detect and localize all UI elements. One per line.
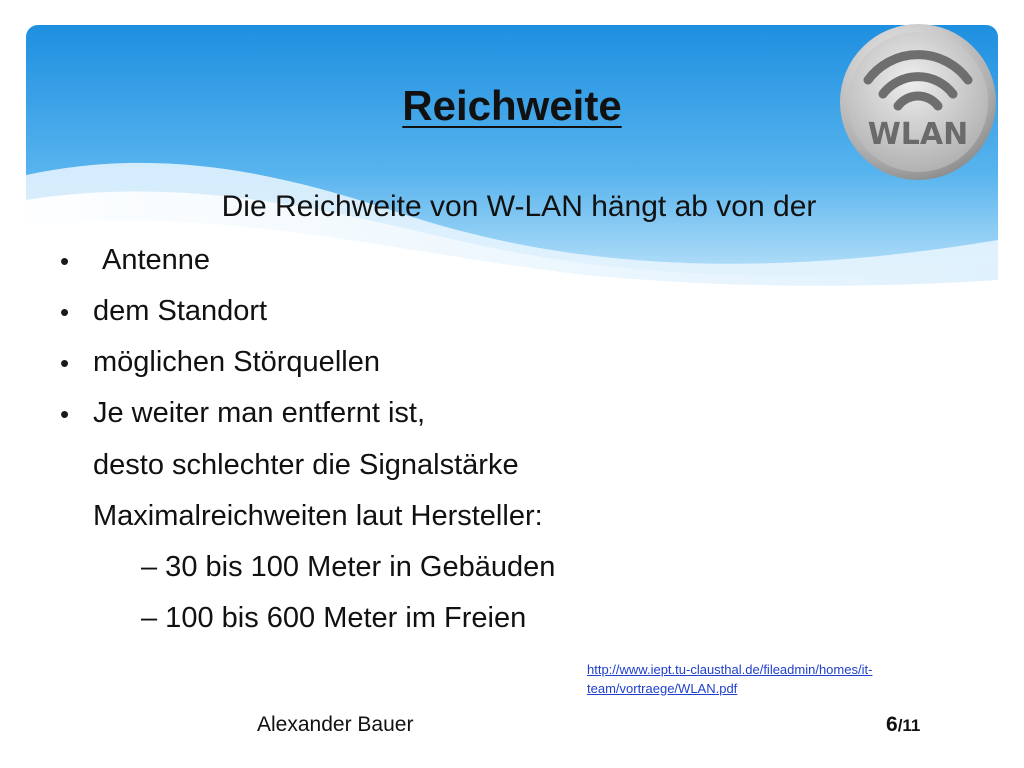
source-link-line2[interactable]: team/vortraege/WLAN.pdf (587, 681, 738, 696)
bullet-antenne: Antenne (102, 244, 211, 276)
slide-subtitle: Die Reichweite von W-LAN hängt ab von der (221, 190, 817, 223)
page-current: 6 (886, 713, 898, 736)
continuation-signal: desto schlechter die Signalstärke (93, 449, 519, 481)
bullet-entfernung: Je weiter man entfernt ist, (93, 397, 426, 429)
bullet-standort: dem Standort (93, 295, 268, 327)
bullet-stoerquellen: möglichen Störquellen (93, 346, 380, 378)
bullet-marker: • (60, 297, 70, 327)
page-number (886, 713, 920, 737)
sub-item-freien: – 100 bis 600 Meter im Freien (141, 602, 527, 634)
slide-title: Reichweite (402, 82, 622, 129)
source-link[interactable] (587, 660, 917, 698)
continuation-hersteller: Maximalreichweiten laut Hersteller: (93, 500, 543, 532)
source-link-line1[interactable]: http://www.iept.tu-clausthal.de/fileadmin/homes/it- (587, 662, 873, 677)
logo-text: WLAN (867, 117, 969, 152)
bullet-marker: • (60, 348, 70, 378)
bullet-marker: • (60, 246, 70, 276)
bullet-marker: • (60, 399, 70, 429)
wlan-logo (838, 22, 998, 182)
footer-author: Alexander Bauer (257, 713, 414, 736)
sub-item-gebaeude: – 30 bis 100 Meter in Gebäuden (141, 551, 556, 583)
page-total: /11 (897, 716, 921, 735)
